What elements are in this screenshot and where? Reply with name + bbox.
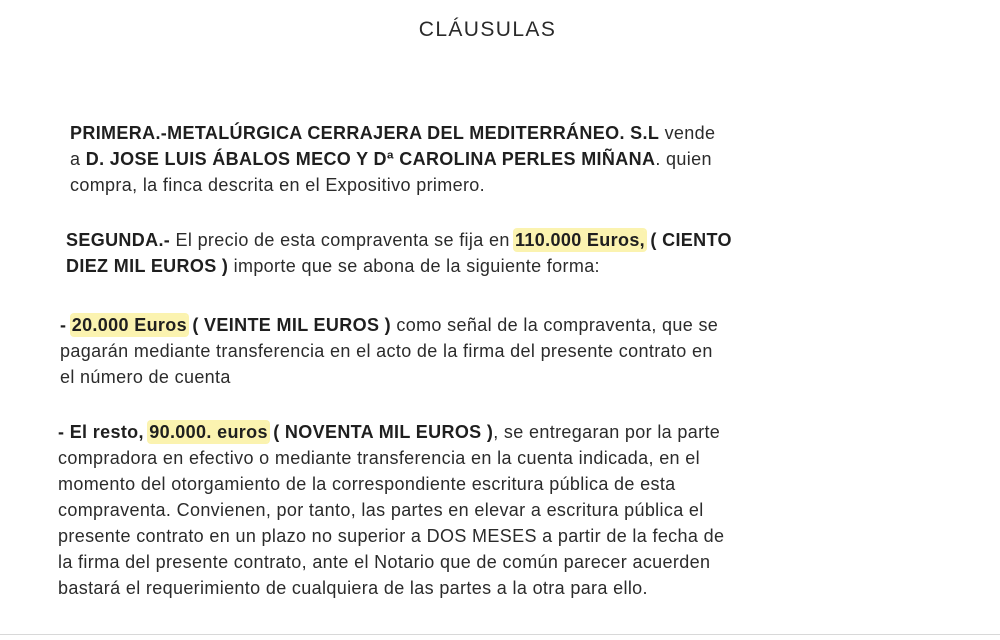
clause-primera-l1-tail: vende <box>659 123 716 143</box>
senal-l1-text: como señal de la compraventa, que se <box>391 315 719 335</box>
clause-senal-line-3: el número de cuenta <box>60 367 231 387</box>
resto-l1-text: , se entregaran por la parte <box>493 422 721 442</box>
price-words-a: ( CIENTO <box>645 230 732 250</box>
clause-resto-line-4: compraventa. Convienen, por tanto, las partes en elevar a escritura pública el <box>58 500 704 520</box>
clause-resto-line-6: la firma del presente contrato, ante el Notario que de común parecer acuerden <box>58 552 711 572</box>
clause-segunda <box>66 227 936 279</box>
resto-amount-highlight: 90.000. euros <box>149 422 268 442</box>
senal-amount-words: ( VEINTE MIL EUROS ) <box>186 315 392 335</box>
clause-primera-line-2 <box>70 146 930 172</box>
clause-resto <box>58 419 938 601</box>
clause-primera-line-3: compra, la finca descrita en el Expositivo primero. <box>70 175 486 195</box>
clause-primera-l2-tail: . quien <box>655 149 712 169</box>
clause-senal-line-1 <box>60 312 940 338</box>
clause-segunda-line-2 <box>66 253 936 279</box>
senal-dash: - <box>60 315 72 335</box>
clause-primera-line-1 <box>70 120 930 146</box>
clause-resto-line-7: bastará el requerimiento de cualquiera de las partes a la otra para ello. <box>58 578 648 598</box>
price-words-b: DIEZ MIL EUROS ) <box>66 256 229 276</box>
clause-resto-line-1 <box>58 419 938 445</box>
clause-resto-line-2: compradora en efectivo o mediante transferencia en la cuenta indicada, en el <box>58 448 700 468</box>
clause-segunda-l1-text: El precio de esta compraventa se fija en <box>170 230 516 250</box>
clause-resto-line-5: presente contrato en un plazo no superior a DOS MESES a partir de la fecha de <box>58 526 725 546</box>
clause-resto-line-3: momento del otorgamiento de la correspondiente escritura pública de esta <box>58 474 676 494</box>
clause-segunda-line-1 <box>66 227 936 253</box>
clauses-heading: CLÁUSULAS <box>418 18 557 41</box>
clause-senal <box>60 312 940 390</box>
clause-primera-parties: D. JOSE LUIS ÁBALOS MECO Y Dª CAROLINA PERLES MIÑANA <box>85 149 656 169</box>
clause-primera-label: PRIMERA.-METALÚRGICA CERRAJERA DEL MEDITERRÁNEO. S.L <box>70 123 660 143</box>
resto-label: - El resto, <box>58 422 150 442</box>
price-highlight: 110.000 Euros, <box>515 230 646 250</box>
resto-amount-words: ( NOVENTA MIL EUROS ) <box>267 422 494 442</box>
page-bottom-edge <box>0 634 1000 635</box>
clause-segunda-l2-text: importe que se abona de la siguiente forma: <box>228 256 600 276</box>
clause-senal-line-2: pagarán mediante transferencia en el acto de la firma del presente contrato en <box>60 341 713 361</box>
clause-primera <box>70 120 930 198</box>
clause-primera-l2-prefix: a <box>70 149 86 169</box>
senal-amount-highlight: 20.000 Euros <box>71 315 187 335</box>
clause-segunda-label: SEGUNDA.- <box>66 230 171 250</box>
